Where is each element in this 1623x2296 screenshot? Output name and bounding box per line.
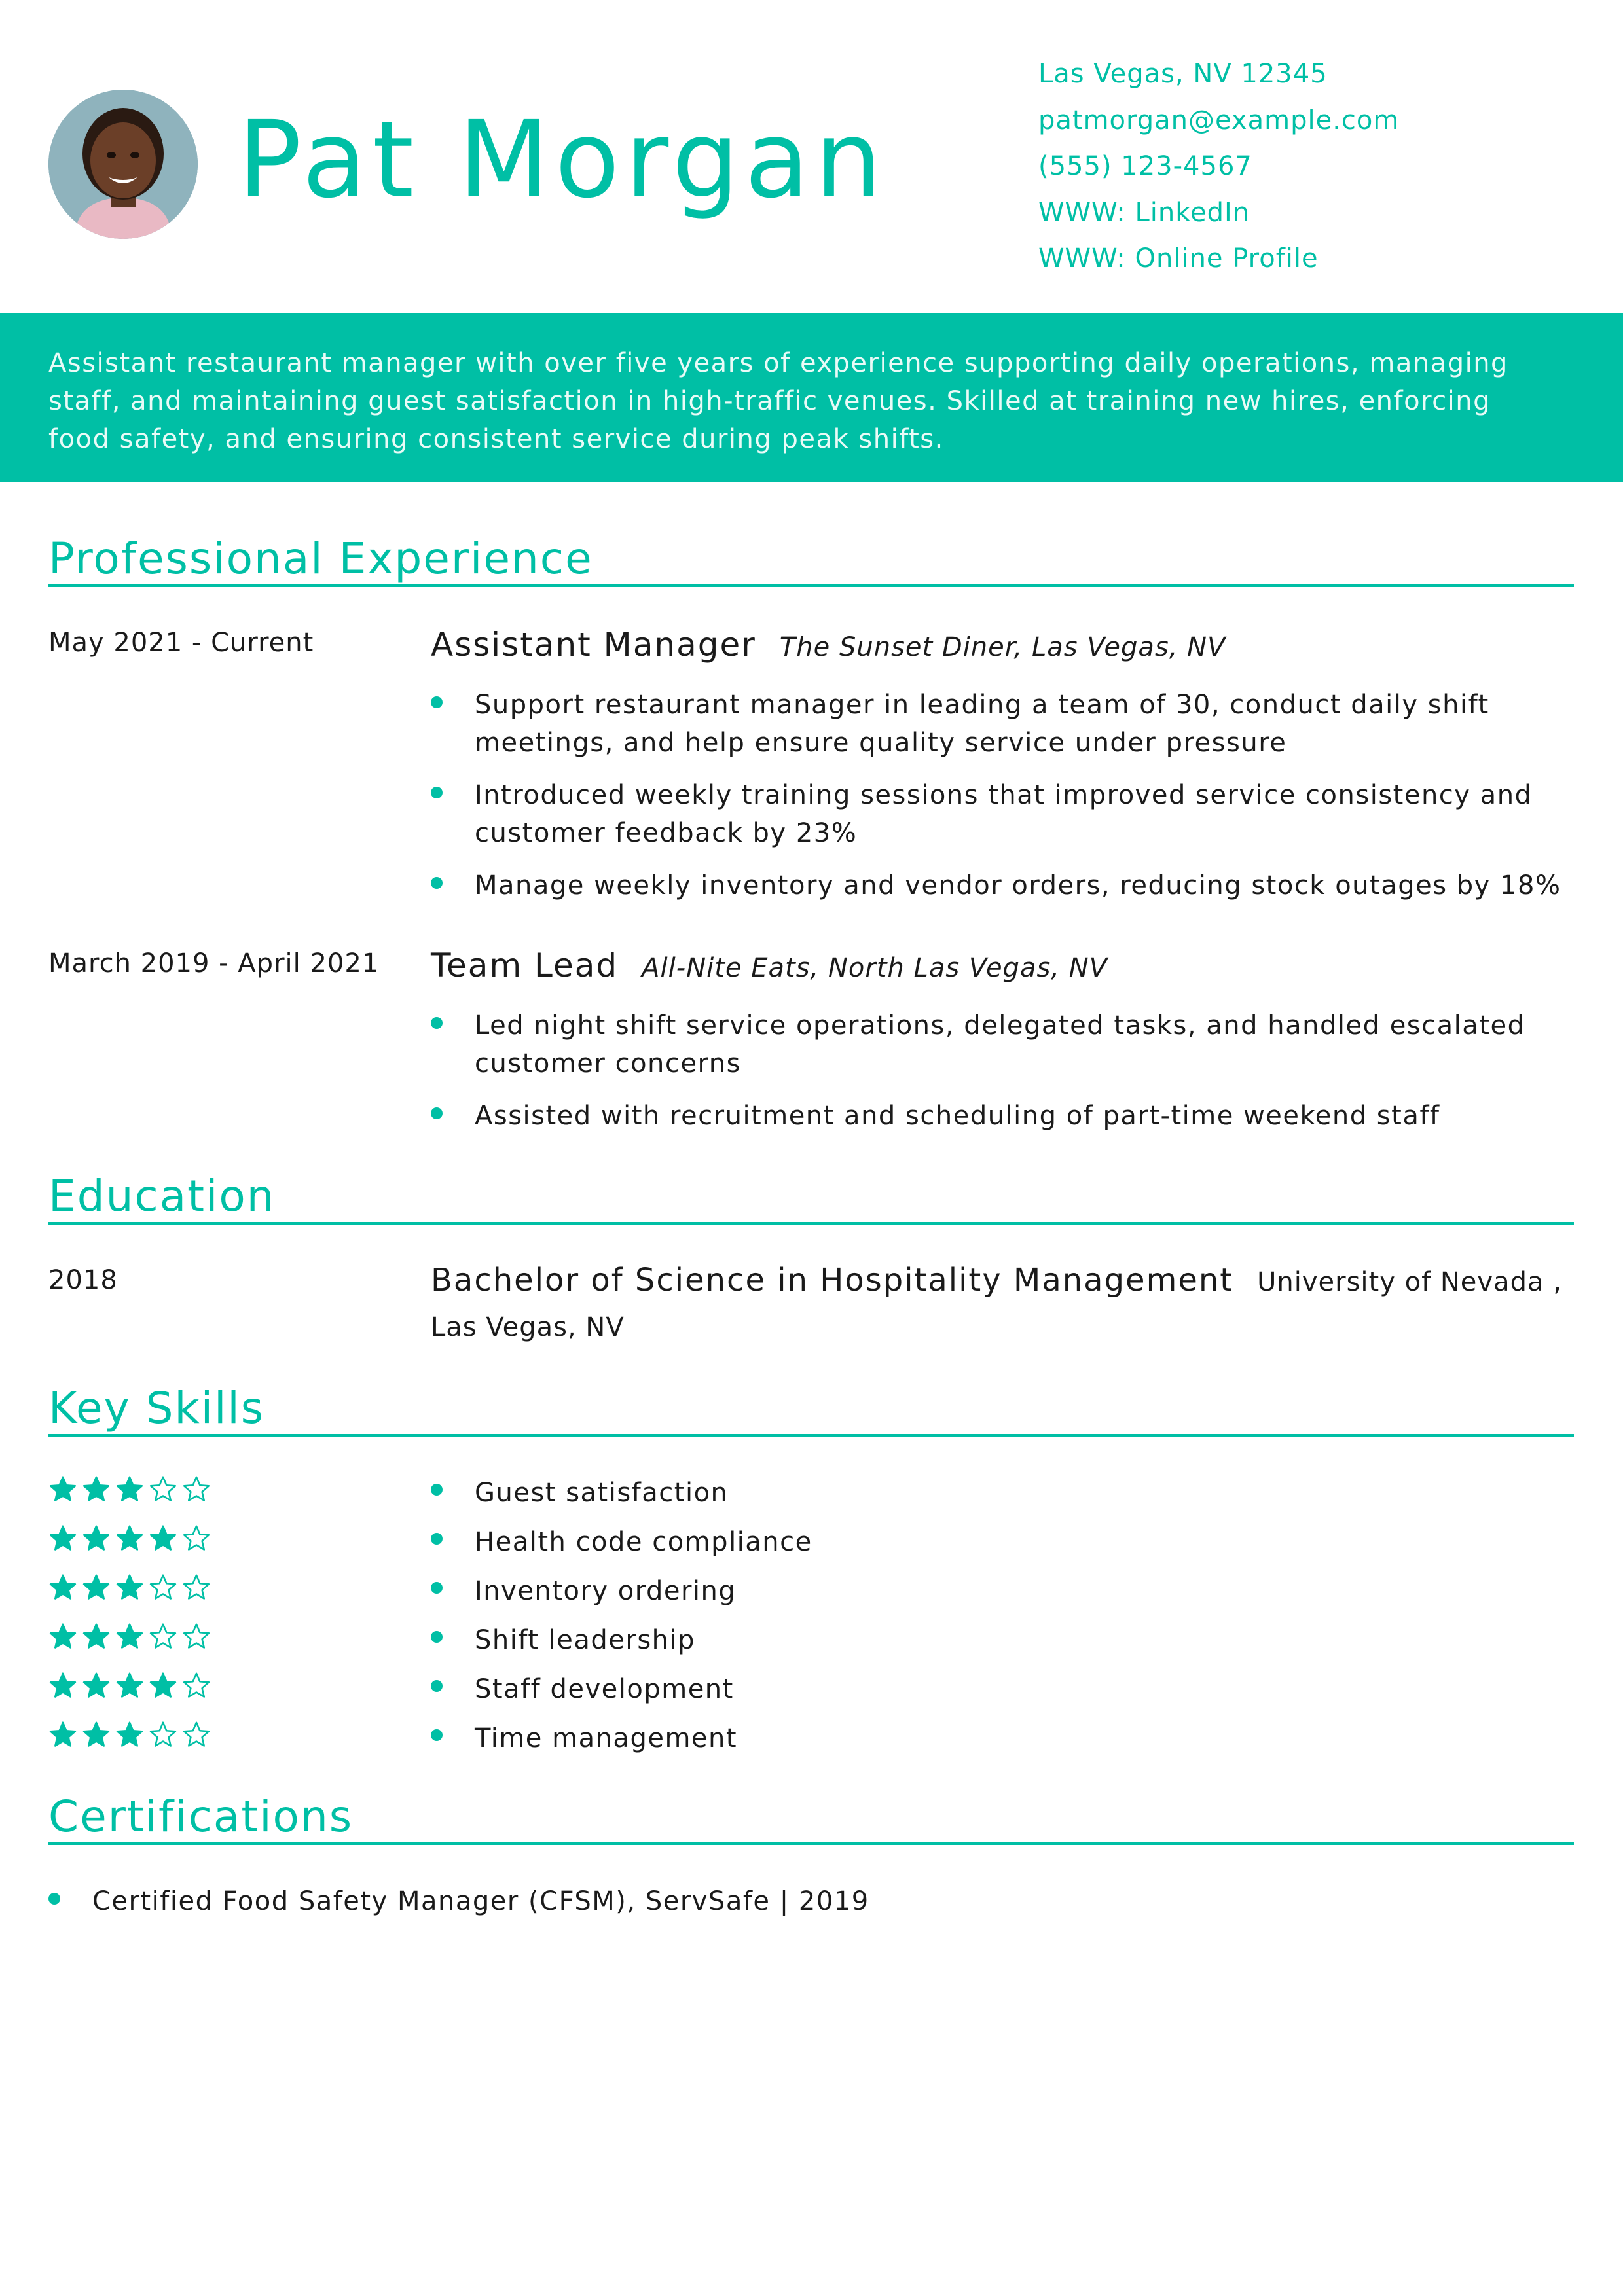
star-empty-icon xyxy=(149,1475,177,1504)
star-rating-row xyxy=(48,1475,215,1524)
job-bullets xyxy=(431,686,1577,905)
contact-phone[interactable]: (555) 123-4567 xyxy=(1038,151,1252,181)
star-rating-row xyxy=(48,1721,215,1770)
list-item: Support restaurant manager in leading a team of 30, conduct daily shift meetings, and help ensure quality service under pressure xyxy=(431,686,1577,762)
summary-band xyxy=(0,313,1623,482)
certifications-list xyxy=(48,1882,1194,1920)
list-item: Shift leadership xyxy=(431,1616,1577,1665)
star-empty-icon xyxy=(149,1623,177,1651)
star-filled-icon xyxy=(48,1721,77,1749)
job-title: Assistant Manager xyxy=(431,626,756,664)
candidate-name: Pat Morgan xyxy=(238,99,888,222)
list-item: Guest satisfaction xyxy=(431,1469,1577,1518)
star-filled-icon xyxy=(82,1475,111,1504)
star-filled-icon xyxy=(115,1721,144,1749)
star-filled-icon xyxy=(48,1623,77,1651)
job-dates: May 2021 - Current xyxy=(48,628,314,658)
list-item: Time management xyxy=(431,1714,1577,1763)
star-filled-icon xyxy=(48,1672,77,1700)
star-empty-icon xyxy=(182,1672,211,1700)
star-empty-icon xyxy=(182,1573,211,1602)
list-item: Introduced weekly training sessions that improved service consistency and customer feedback by 23% xyxy=(431,776,1577,852)
education-year: 2018 xyxy=(48,1265,118,1295)
star-filled-icon xyxy=(115,1672,144,1700)
star-filled-icon xyxy=(115,1623,144,1651)
job-title: Team Lead xyxy=(431,946,619,984)
contact-profile-link[interactable]: WWW: Online Profile xyxy=(1038,243,1319,274)
section-title-skills: Key Skills xyxy=(48,1383,265,1433)
education-location: Las Vegas, NV xyxy=(431,1312,625,1342)
star-rating-row xyxy=(48,1623,215,1672)
star-empty-icon xyxy=(182,1623,211,1651)
star-empty-icon xyxy=(182,1475,211,1504)
section-title-certifications: Certifications xyxy=(48,1791,354,1842)
education-header xyxy=(431,1262,1562,1299)
job-header xyxy=(431,626,1226,664)
star-empty-icon xyxy=(149,1721,177,1749)
star-filled-icon xyxy=(82,1573,111,1602)
star-filled-icon xyxy=(149,1524,177,1553)
star-rating-row xyxy=(48,1573,215,1623)
job-bullets xyxy=(431,1007,1577,1135)
contact-address: Las Vegas, NV 12345 xyxy=(1038,59,1328,89)
job-company: The Sunset Diner, Las Vegas, NV xyxy=(779,632,1226,662)
education-degree: Bachelor of Science in Hospitality Management xyxy=(431,1262,1234,1299)
skill-ratings xyxy=(48,1475,215,1770)
star-filled-icon xyxy=(149,1672,177,1700)
star-filled-icon xyxy=(115,1524,144,1553)
star-filled-icon xyxy=(48,1524,77,1553)
star-empty-icon xyxy=(182,1721,211,1749)
star-filled-icon xyxy=(115,1573,144,1602)
star-empty-icon xyxy=(182,1524,211,1553)
job-header xyxy=(431,946,1108,984)
star-filled-icon xyxy=(48,1475,77,1504)
section-rule xyxy=(48,1434,1574,1437)
star-filled-icon xyxy=(48,1573,77,1602)
list-item: Manage weekly inventory and vendor orders, reducing stock outages by 18% xyxy=(431,867,1577,905)
skills-list xyxy=(431,1469,1577,1763)
list-item: Assisted with recruitment and scheduling of part-time weekend staff xyxy=(431,1097,1577,1135)
star-filled-icon xyxy=(82,1623,111,1651)
section-title-education: Education xyxy=(48,1171,276,1221)
star-rating-row xyxy=(48,1672,215,1721)
job-dates: March 2019 - April 2021 xyxy=(48,948,380,978)
star-filled-icon xyxy=(82,1721,111,1749)
contact-info xyxy=(1038,51,1399,282)
education-school: University of Nevada , xyxy=(1257,1267,1562,1297)
profile-photo xyxy=(48,90,198,239)
job-company: All-Nite Eats, North Las Vegas, NV xyxy=(642,953,1108,983)
list-item: Inventory ordering xyxy=(431,1567,1577,1616)
star-filled-icon xyxy=(82,1672,111,1700)
contact-email[interactable]: patmorgan@example.com xyxy=(1038,105,1400,135)
section-rule xyxy=(48,1222,1574,1225)
star-filled-icon xyxy=(115,1475,144,1504)
section-title-experience: Professional Experience xyxy=(48,533,593,584)
section-rule xyxy=(48,584,1574,587)
star-filled-icon xyxy=(82,1524,111,1553)
list-item: Health code compliance xyxy=(431,1518,1577,1567)
star-empty-icon xyxy=(149,1573,177,1602)
list-item: Led night shift service operations, delegated tasks, and handled escalated customer concerns xyxy=(431,1007,1577,1083)
summary-text: Assistant restaurant manager with over five years of experience supporting daily operations, managing staff, and maintaining guest satisfaction in high-traffic venues. Skilled at training new hires, enforcing food safety, and ensuring consistent service during peak shifts. xyxy=(48,348,1508,454)
list-item: Certified Food Safety Manager (CFSM), ServSafe | 2019 xyxy=(48,1882,1194,1920)
list-item: Staff development xyxy=(431,1665,1577,1714)
contact-linkedin-link[interactable]: WWW: LinkedIn xyxy=(1038,197,1250,228)
section-rule xyxy=(48,1842,1574,1845)
star-rating-row xyxy=(48,1524,215,1573)
